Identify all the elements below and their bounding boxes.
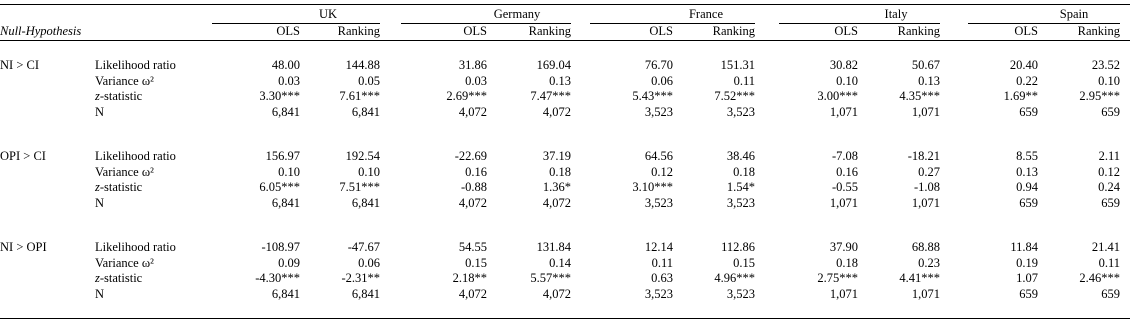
column-header: Ranking [1077,24,1120,38]
stat-label-text: N [95,195,105,210]
table-cell: 2.69*** [446,89,487,103]
table-cell: 7.52*** [714,89,755,103]
country-header-germany: Germany [493,7,541,21]
table-cell: 1.54* [726,180,755,194]
table-cell: 1.07 [1016,271,1038,285]
table-cell: 37.90 [829,240,858,254]
table-cell: 1,071 [911,286,940,301]
table-cell: 192.54 [345,149,380,163]
table-cell: -22.69 [454,149,487,163]
hypothesis-label: OPI > CI [0,149,46,163]
column-header: Ranking [337,24,380,38]
column-header: Ranking [712,24,755,38]
table-cell: 0.12 [651,164,673,179]
table-cell: 0.22 [1016,73,1038,88]
table-cell: 0.03 [278,73,300,88]
table-cell: 5.57*** [530,271,571,285]
stat-label [95,180,142,195]
stat-label [95,58,176,73]
country-header-uk: UK [318,7,338,21]
stat-label [95,165,154,180]
table-cell: 6,841 [351,104,380,119]
table-cell: 3,523 [726,104,755,119]
table-cell: 0.18 [836,255,858,270]
table-cell: 4,072 [458,286,487,301]
table-cell: 0.16 [836,164,858,179]
table-cell: 4.96*** [714,271,755,285]
table-cell: 2.75*** [817,271,858,285]
table-cell: 0.23 [918,255,940,270]
table-cell: 659 [1101,104,1120,119]
table-cell: 6,841 [271,195,300,210]
table-cell: 7.61*** [339,89,380,103]
table-cell: 0.15 [733,255,755,270]
stat-label [95,271,142,286]
table-cell: 1.69** [1003,89,1038,103]
table-cell: 12.14 [644,240,673,254]
table-cell: 3,523 [644,286,673,301]
table-cell: 0.13 [549,73,571,88]
table-cell: 0.13 [918,73,940,88]
column-header: OLS [834,24,858,38]
hypothesis-label: NI > OPI [0,240,47,254]
column-header: OLS [463,24,487,38]
stat-label-text: -statistic [99,180,143,194]
stat-label [95,89,142,104]
table-cell: 0.10 [1098,73,1120,88]
table-cell: 0.10 [836,73,858,88]
table-top-rule [0,4,1130,5]
table-cell: 659 [1019,195,1038,210]
table-cell: 48.00 [271,58,300,72]
header-rule [0,40,1130,41]
stat-label-text: Likelihood ratio [95,240,176,254]
table-cell: 3,523 [644,195,673,210]
table-cell: 23.52 [1091,58,1120,72]
table-cell: 2.11 [1098,149,1120,163]
table-cell: 4.35*** [899,89,940,103]
table-cell: 0.09 [278,255,300,270]
table-cell: -1.08 [913,180,940,194]
stat-label-text: Variance ω² [95,255,154,270]
table-cell: 1,071 [911,104,940,119]
table-cell: 0.15 [465,255,487,270]
stat-label [95,240,176,255]
table-cell: 0.24 [1098,180,1120,194]
table-cell: -0.88 [460,180,487,194]
table-cell: 2.95*** [1079,89,1120,103]
table-cell: -108.97 [261,240,300,254]
stat-label-text: -statistic [99,271,143,285]
table-cell: 1,071 [829,195,858,210]
table-cell: -47.67 [347,240,380,254]
table-cell: 4,072 [542,195,571,210]
stat-label [95,149,176,164]
stat-label-italic: z [95,271,100,285]
table-cell: 659 [1101,286,1120,301]
table-cell: 2.18** [452,271,487,285]
stat-label [95,196,104,211]
stat-label-italic: z [95,180,100,194]
table-cell: 30.82 [829,58,858,72]
stat-label-text: Likelihood ratio [95,58,176,72]
table-cell: 0.05 [358,73,380,88]
table-cell: 3.10*** [632,180,673,194]
country-header-spain: Spain [1059,7,1089,21]
table-cell: 4,072 [458,195,487,210]
stat-label [95,105,104,120]
table-cell: 68.88 [911,240,940,254]
column-header: OLS [649,24,673,38]
null-hypothesis-label: Null-Hypothesis [0,24,82,38]
table-cell: 1,071 [829,286,858,301]
table-cell: 0.14 [549,255,571,270]
table-cell: 1,071 [911,195,940,210]
table-cell: 131.84 [536,240,571,254]
table-cell: 3,523 [726,195,755,210]
table-cell: 21.41 [1091,240,1120,254]
stat-label-text: Likelihood ratio [95,149,176,163]
table-cell: 0.13 [1016,164,1038,179]
country-header-italy: Italy [884,7,908,21]
table-cell: -4.30*** [255,271,300,285]
table-cell: 4.41*** [899,271,940,285]
table-cell: 54.55 [458,240,487,254]
table-bottom-rule [0,318,1130,319]
table-cell: 3.00*** [817,89,858,103]
table-cell: 156.97 [265,149,300,163]
table-cell: 11.84 [1010,240,1038,254]
table-cell: 659 [1101,195,1120,210]
table-cell: 50.67 [911,58,940,72]
table-cell: 0.03 [465,73,487,88]
table-cell: 6.05*** [259,180,300,194]
table-cell: 0.63 [651,271,673,285]
table-cell: 6,841 [271,104,300,119]
table-cell: 151.31 [720,58,755,72]
table-cell: 31.86 [458,58,487,72]
table-cell: 20.40 [1009,58,1038,72]
table-cell: 76.70 [644,58,673,72]
table-cell: 0.11 [1098,255,1120,270]
table-cell: 3,523 [644,104,673,119]
table-cell: 3,523 [726,286,755,301]
table-cell: 0.19 [1016,255,1038,270]
column-header: OLS [276,24,300,38]
stat-label-text: N [95,104,105,119]
column-header: Ranking [528,24,571,38]
table-cell: 7.47*** [530,89,571,103]
table-cell: 0.06 [651,73,673,88]
table-cell: -18.21 [907,149,940,163]
table-cell: 0.18 [549,164,571,179]
table-cell: 169.04 [536,58,571,72]
stat-label [95,256,154,271]
stat-label-text: -statistic [99,89,143,103]
table-cell: 659 [1019,104,1038,119]
table-cell: 7.51*** [339,180,380,194]
table-cell: 0.11 [651,255,673,270]
hypothesis-label: NI > CI [0,58,39,72]
table-cell: 6,841 [351,286,380,301]
stat-label [95,287,104,302]
table-cell: 6,841 [271,286,300,301]
table-cell: 0.18 [733,164,755,179]
table-cell: 37.19 [542,149,571,163]
table-cell: 0.12 [1098,164,1120,179]
table-cell: 4,072 [542,286,571,301]
table-cell: 4,072 [542,104,571,119]
table-cell: 0.94 [1016,180,1038,194]
table-cell: 0.11 [733,73,755,88]
table-cell: 2.46*** [1079,271,1120,285]
table-cell: 1,071 [829,104,858,119]
stat-label-italic: z [95,89,100,103]
table-cell: 5.43*** [632,89,673,103]
stat-label-text: Variance ω² [95,164,154,179]
table-cell: -2.31** [341,271,380,285]
table-cell: -7.08 [831,149,858,163]
table-cell: 0.10 [278,164,300,179]
column-header: Ranking [897,24,940,38]
country-header-france: France [688,7,723,21]
table-cell: 144.88 [345,58,380,72]
table-cell: 659 [1019,286,1038,301]
table-cell: 4,072 [458,104,487,119]
table-cell: 38.46 [726,149,755,163]
table-cell: 0.10 [358,164,380,179]
table-cell: 112.86 [721,240,755,254]
table-cell: 64.56 [644,149,673,163]
table-cell: 1.36* [542,180,571,194]
table-cell: 0.06 [358,255,380,270]
stat-label-text: Variance ω² [95,73,154,88]
table-cell: 0.27 [918,164,940,179]
stat-label [95,74,154,89]
stat-label-text: N [95,286,105,301]
column-header: OLS [1014,24,1038,38]
table-cell: -0.55 [831,180,858,194]
table-cell: 3.30*** [259,89,300,103]
table-cell: 6,841 [351,195,380,210]
table-cell: 0.16 [465,164,487,179]
table-cell: 8.55 [1016,149,1038,163]
